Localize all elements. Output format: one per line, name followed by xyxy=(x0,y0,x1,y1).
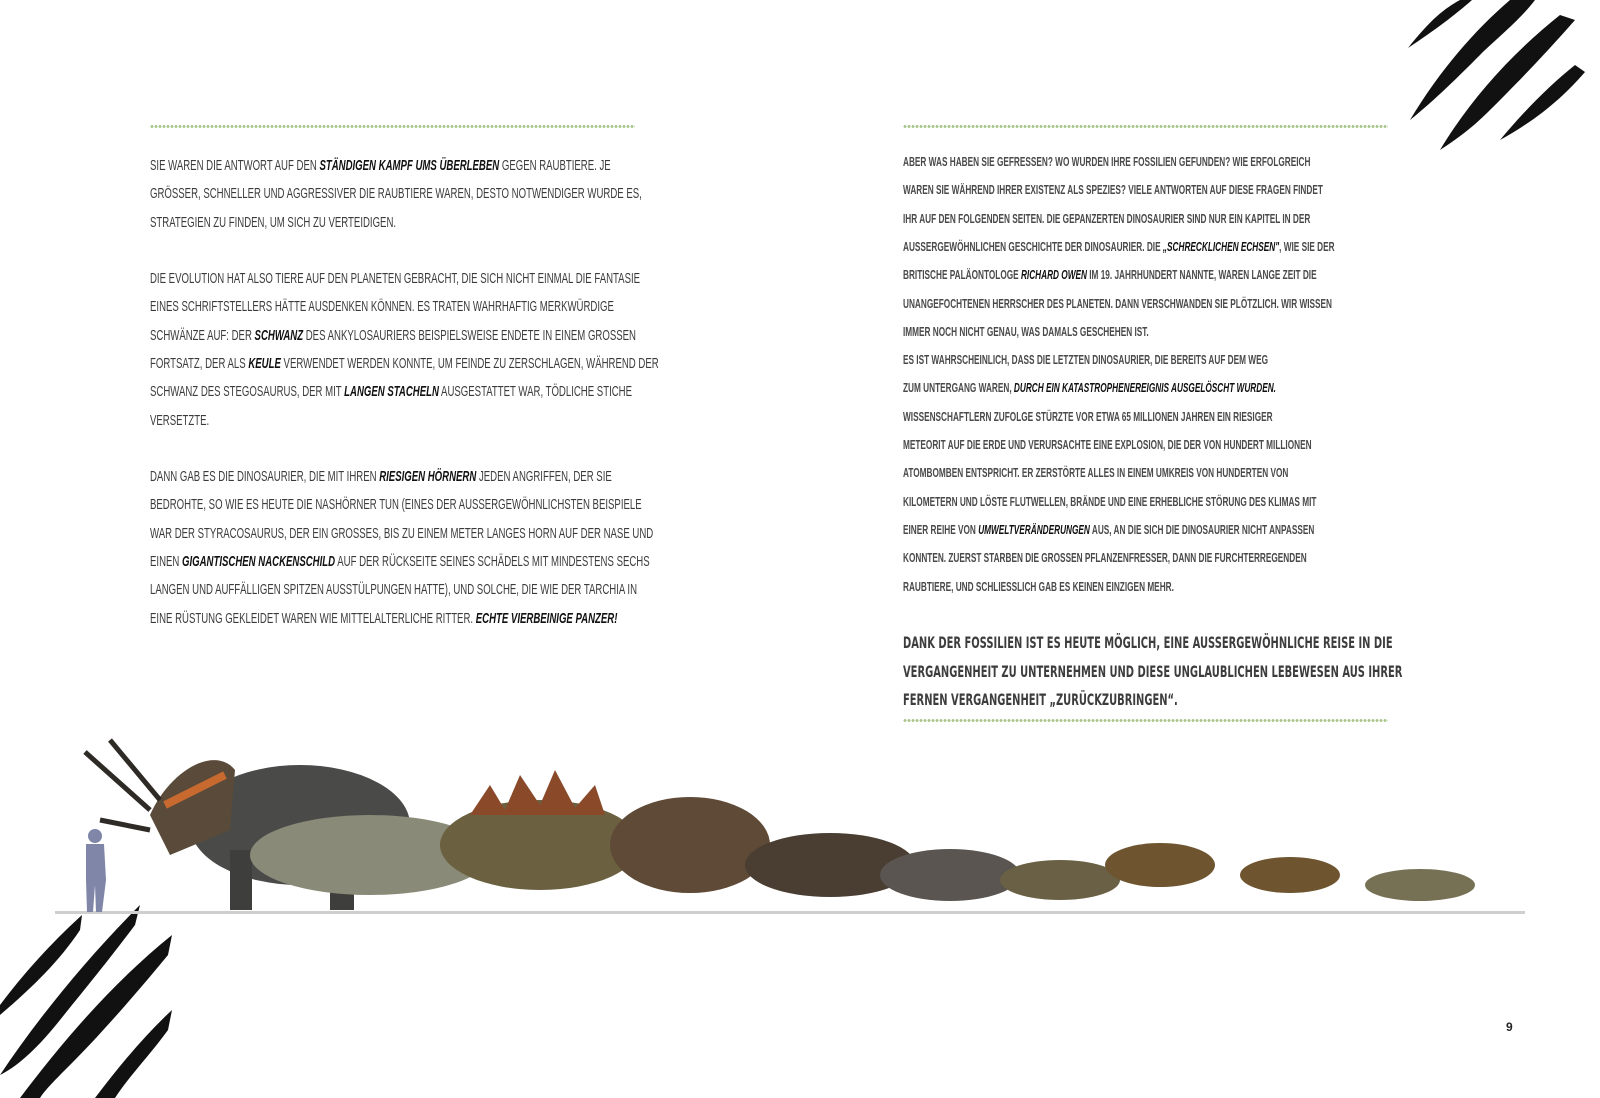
small-ceratopsian-icon-3 xyxy=(1365,869,1475,901)
text-line xyxy=(150,412,209,429)
text-segment: JEDEN ANGRIFFEN, DER SIE xyxy=(476,468,612,485)
text-segment: ES IST WAHRSCHEINLICH, DASS DIE LETZTEN DINOSAURIER, DIE BEREITS AUF DEM WEG xyxy=(903,353,1269,368)
text-line xyxy=(903,495,1316,509)
text-segment: ZUM UNTERGANG WAREN, xyxy=(903,381,1014,396)
emphasized-text: LANGEN STACHELN xyxy=(344,383,439,401)
text-segment: VERWENDET WERDEN KONNTE, UM FEINDE ZU ZERSCHLAGEN, WÄHREND DER xyxy=(280,354,659,372)
text-segment: LANGEN UND AUFFÄLLIGEN SPITZEN AUSSTÜLPUNGEN HATTE), UND SOLCHE, DIE WIE DER TARCHIA IN xyxy=(150,581,638,599)
text-segment: UNANGEFOCHTENEN HERRSCHER DES PLANETEN. DANN VERSCHWANDEN SIE PLÖTZLICH. WIR WISSEN xyxy=(903,296,1333,311)
small-ceratopsian-icon-2 xyxy=(1240,857,1340,893)
text-line xyxy=(903,183,1323,197)
emphasized-text: KEULE xyxy=(248,354,281,372)
text-line xyxy=(150,270,640,287)
text-segment: ABER WAS HABEN SIE GEFRESSEN? WO WURDEN IHRE FOSSILIEN GEFUNDEN? WIE ERFOLGREICH xyxy=(903,155,1311,169)
human-silhouette-icon xyxy=(86,829,106,912)
text-line xyxy=(903,297,1332,311)
emphasized-text: UMWELTVERÄNDERUNGEN xyxy=(978,522,1090,537)
text-segment: AUSGESTATTET WAR, TÖDLICHE STICHE xyxy=(438,383,633,401)
claw-marks-bottom-left-icon xyxy=(0,905,180,1098)
text-segment: BRITISCHE PALÄONTOLOGE xyxy=(903,268,1021,283)
emphasized-text: „SCHRECKLICHEN ECHSEN" xyxy=(1162,239,1280,254)
text-segment: DES ANKYLOSAURIERS BEISPIELSWEISE ENDETE IN EINEM GROSSEN xyxy=(303,326,636,344)
text-segment: KONNTEN. ZUERST STARBEN DIE GROSSEN PFLANZENFRESSER, DANN DIE FURCHTERREGENDEN xyxy=(903,551,1307,566)
text-segment: EINES SCHRIFTSTELLERS HÄTTE AUSDENKEN KÖNNEN. ES TRATEN WAHRHAFTIG MERKWÜRDIGE xyxy=(150,298,614,316)
ground-line xyxy=(55,911,1525,914)
text-segment: , WIE SIE DER xyxy=(1279,239,1335,254)
small-ceratopsian-icon-1 xyxy=(1105,843,1215,887)
text-line xyxy=(903,325,1149,339)
text-segment: GEGEN RAUBTIERE. JE xyxy=(499,157,611,174)
text-segment: EINEN xyxy=(150,552,183,570)
text-segment: STRATEGIEN ZU FINDEN, UM SICH ZU VERTEIDIGEN. xyxy=(150,213,397,231)
text-segment: WISSENSCHAFTLERN ZUFOLGE STÜRZTE VOR ETWA 65 MILLIONEN JAHREN EIN RIESIGER xyxy=(903,409,1273,424)
text-line xyxy=(150,298,614,315)
text-line xyxy=(903,240,1335,254)
text-segment: SCHWÄNZE AUF: DER xyxy=(150,326,255,344)
emphasized-text: RICHARD OWEN xyxy=(1020,268,1087,283)
text-line xyxy=(150,610,617,627)
text-segment: BEDROHTE, SO WIE ES HEUTE DIE NASHÖRNER TUN (EINES DER AUSSERGEWÖHNLICHSTEN BEISPIELE xyxy=(150,496,642,514)
text-segment: VERGANGENHEIT ZU UNTERNEHMEN UND DIESE UNGLAUBLICHEN LEBEWESEN AUS IHRER xyxy=(903,661,1403,681)
text-line xyxy=(903,353,1268,367)
text-line xyxy=(903,580,1174,594)
text-line xyxy=(150,157,611,174)
text-segment: WAR DER STYRACOSAURUS, DER EIN GROSSES, BIS ZU EINEM METER LANGES HORN AUF DER NASE UND xyxy=(150,524,654,542)
text-line xyxy=(903,268,1317,282)
text-segment: DANK DER FOSSILIEN IST ES HEUTE MÖGLICH, EINE AUSSERGEWÖHNLICHE REISE IN DIE xyxy=(903,633,1393,652)
text-segment: SIE WAREN DIE ANTWORT AUF DEN xyxy=(150,157,320,174)
text-segment: AUS, AN DIE SICH DIE DINOSAURIER NICHT ANPASSEN xyxy=(1089,522,1315,537)
armored-dinosaur-icon-2 xyxy=(880,849,1020,901)
text-line xyxy=(903,381,1276,395)
text-line xyxy=(903,438,1312,452)
text-segment: VERSETZTE. xyxy=(150,411,210,429)
divider-left-top xyxy=(150,124,635,129)
divider-right-bottom xyxy=(903,718,1388,723)
text-line xyxy=(150,525,653,542)
text-line xyxy=(150,214,396,231)
text-segment: DIE EVOLUTION HAT ALSO TIERE AUF DEN PLANETEN GEBRACHT, DIE SICH NICHT EINMAL DIE FANTASIE xyxy=(150,270,641,287)
text-segment: SCHWANZ DES STEGOSAURUS, DER MIT xyxy=(150,383,345,401)
stegosaurus-icon xyxy=(440,770,640,890)
text-line xyxy=(903,466,1288,480)
text-line xyxy=(903,551,1307,565)
divider-right-top xyxy=(903,124,1388,129)
text-segment: RAUBTIERE, UND SCHLIESSLICH GAB ES KEINEN EINZIGEN MEHR. xyxy=(903,579,1174,594)
page-number: 9 xyxy=(1506,1020,1513,1034)
text-segment: EINE RÜSTUNG GEKLEIDET WAREN WIE MITTELALTERLICHE RITTER. xyxy=(150,609,476,627)
text-line xyxy=(150,383,632,400)
emphasized-text: RIESIGEN HÖRNERN xyxy=(379,468,477,485)
text-line xyxy=(150,355,659,372)
text-line xyxy=(150,496,642,513)
text-line xyxy=(903,662,1402,681)
text-segment: AUF DER RÜCKSEITE SEINES SCHÄDELS MIT MINDESTENS SECHS xyxy=(335,552,650,570)
text-line xyxy=(150,553,650,570)
emphasized-text: ECHTE VIERBEINIGE PANZER! xyxy=(475,609,618,627)
styracosaurus-icon xyxy=(610,797,770,893)
text-segment: ATOMBOMBEN ENTSPRICHT. ER ZERSTÖRTE ALLES IN EINEM UMKREIS VON HUNDERTEN VON xyxy=(903,466,1289,481)
text-segment: METEORIT AUF DIE ERDE UND VERURSACHTE EINE EXPLOSION, DIE DER VON HUNDERT MILLIONEN xyxy=(903,438,1312,452)
text-line xyxy=(150,468,612,485)
text-line xyxy=(150,327,636,344)
text-line xyxy=(903,633,1393,652)
text-segment: IMMER NOCH NICHT GENAU, WAS DAMALS GESCHEHEN IST. xyxy=(903,324,1149,339)
claw-marks-top-right-icon xyxy=(1400,0,1600,160)
emphasized-text: STÄNDIGEN KAMPF UMS ÜBERLEBEN xyxy=(319,157,500,174)
text-line xyxy=(903,690,1178,709)
text-segment: AUSSERGEWÖHNLICHEN GESCHICHTE DER DINOSAURIER. DIE xyxy=(903,239,1163,254)
text-segment: FORTSATZ, DER ALS xyxy=(150,354,249,372)
text-line xyxy=(903,155,1310,169)
text-segment: FERNEN VERGANGENHEIT „ZURÜCKZUBRINGEN“. xyxy=(903,690,1178,709)
emphasized-text: GIGANTISCHEN NACKENSCHILD xyxy=(182,552,336,570)
emphasized-text: DURCH EIN KATASTROPHENEREIGNIS AUSGELÖSCHT WURDEN. xyxy=(1013,381,1276,396)
armored-dinosaur-icon-3 xyxy=(1000,860,1120,900)
dinosaur-size-comparison-illustration xyxy=(0,730,1600,930)
text-segment: WAREN SIE WÄHREND IHRER EXISTENZ ALS SPEZIES? VIELE ANTWORTEN AUF DIESE FRAGEN FINDET xyxy=(903,183,1323,198)
text-line xyxy=(903,410,1273,424)
emphasized-text: SCHWANZ xyxy=(254,326,304,344)
text-segment: DANN GAB ES DIE DINOSAURIER, DIE MIT IHREN xyxy=(150,468,380,485)
text-segment: IM 19. JAHRHUNDERT NANNTE, WAREN LANGE ZEIT DIE xyxy=(1086,268,1317,283)
text-segment: GRÖSSER, SCHNELLER UND AGGRESSIVER DIE RAUBTIERE WAREN, DESTO NOTWENDIGER WURDE ES, xyxy=(150,185,642,203)
text-line xyxy=(903,212,1310,226)
text-segment: IHR AUF DEN FOLGENDEN SEITEN. DIE GEPANZERTEN DINOSAURIER SIND NUR EIN KAPITEL IN DER xyxy=(903,211,1311,226)
text-line xyxy=(150,185,642,202)
text-segment: KILOMETERN UND LÖSTE FLUTWELLEN, BRÄNDE UND EINE ERHEBLICHE STÖRUNG DES KLIMAS MIT xyxy=(903,494,1317,509)
text-line xyxy=(150,581,637,598)
text-segment: EINER REIHE VON xyxy=(903,522,979,537)
text-line xyxy=(903,523,1314,537)
